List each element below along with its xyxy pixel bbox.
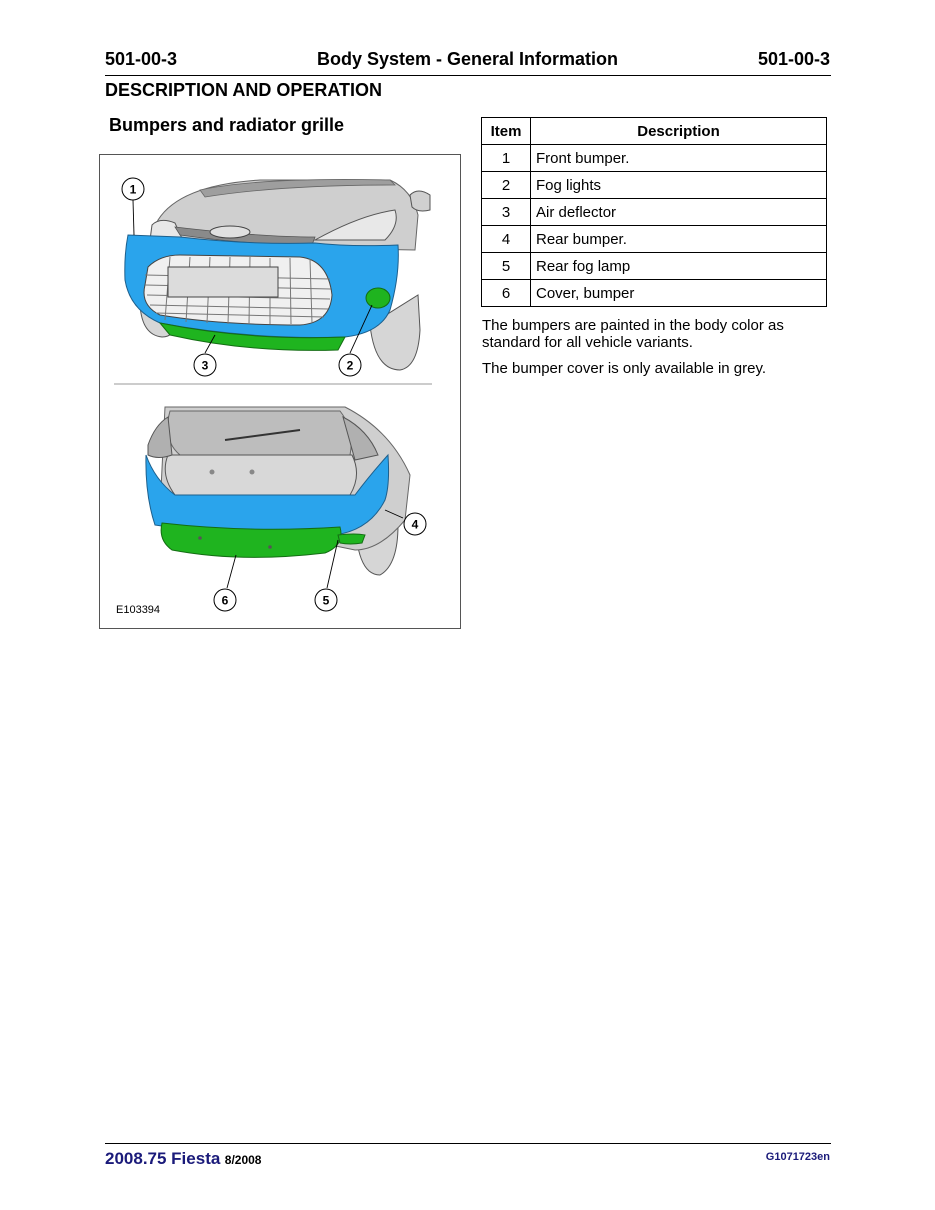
tailgate [165,455,356,495]
table-row [482,253,827,280]
table-header-row [482,118,827,145]
table-cell-item: 6 [482,280,531,307]
table-header-description: Description [531,118,827,145]
ford-badge [210,226,250,238]
header-section-number-left: 501-00-3 [105,49,178,69]
header-rule [105,75,831,76]
bumper-illustration-drawing [100,155,462,630]
table-cell-description: Rear fog lamp [531,253,827,280]
section-title: DESCRIPTION AND OPERATION [105,80,383,100]
table-cell-item: 3 [482,199,531,226]
callout-6-label: 6 [221,593,229,608]
rear-window [168,411,352,455]
callout-5-label: 5 [322,593,330,608]
callout-4 [404,513,426,535]
table-cell-description: Rear bumper. [531,226,827,253]
table-cell-description: Air deflector [531,199,827,226]
table-cell-description: Cover, bumper [531,280,827,307]
tailgate-bolt-right [250,470,255,475]
callout-1-label: 1 [129,182,137,197]
fog-light-highlight [366,288,390,308]
rear-fog-lamp-highlight [338,534,365,544]
callout-1 [122,178,144,200]
table-cell-description: Front bumper. [531,145,827,172]
footer-date: 8/2008 [224,1153,262,1167]
table-cell-item: 1 [482,145,531,172]
callout-4-label: 4 [411,517,419,532]
footer-document-code: G1071723en [765,1151,830,1163]
header-section-number-right: 501-00-3 [757,49,830,69]
callout-3 [194,354,216,376]
callout-2 [339,354,361,376]
table-row [482,172,827,199]
subsection-title: Bumpers and radiator grille [109,115,345,135]
tailgate-bolt-left [210,470,215,475]
footer-rule [105,1143,831,1144]
license-plate [168,267,278,297]
left-taillight [148,417,172,458]
parking-sensor-2 [268,545,272,549]
body-paragraph: The bumper cover is only available in grey. [482,360,767,377]
table-cell-item: 2 [482,172,531,199]
bumper-illustration [99,154,461,629]
callout-6 [214,589,236,611]
table-cell-description: Fog lights [531,172,827,199]
header-title: Body System - General Information [316,49,619,69]
rear-view [146,407,410,588]
callout-5 [315,589,337,611]
table-row [482,280,827,307]
figure-code: E103394 [116,604,161,616]
callout-3-label: 3 [201,358,209,373]
table-row [482,226,827,253]
table-cell-item: 5 [482,253,531,280]
footer-model: 2008.75 Fiesta [105,1149,221,1168]
parking-sensor-1 [198,536,202,540]
front-view [125,179,430,370]
table-header-item: Item [482,118,531,145]
side-mirror [410,191,430,211]
table-row [482,145,827,172]
item-description-table [481,117,827,307]
table-row [482,199,827,226]
footer-publication [105,1149,261,1169]
callout-2-label: 2 [346,358,354,373]
body-paragraph: The bumpers are painted in the body color as standard for all vehicle variants. [482,317,784,351]
table-cell-item: 4 [482,226,531,253]
